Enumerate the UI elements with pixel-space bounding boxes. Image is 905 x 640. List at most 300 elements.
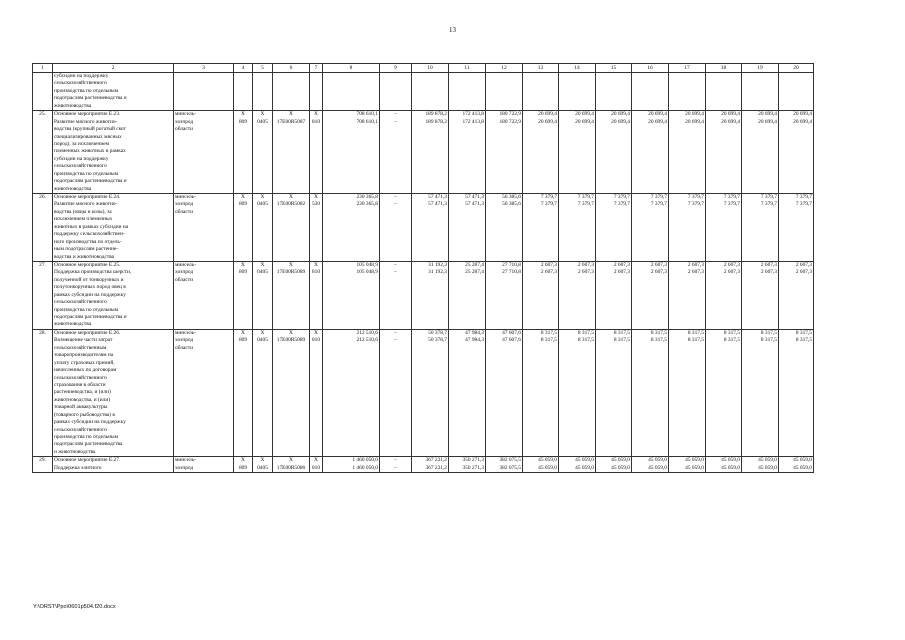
target-article-code: [273, 194, 310, 262]
year-amount: [596, 261, 632, 329]
section-code-line1: X: [260, 111, 265, 118]
ministry-code-line1: X: [241, 329, 245, 336]
federal-amount-line2: –: [394, 464, 397, 471]
year-amount-line2: 2 607,3: [613, 269, 630, 276]
year-amount: [669, 194, 706, 262]
column-number: 10: [412, 64, 449, 73]
text-line: Основное мероприятие Е.26.: [54, 329, 121, 336]
empty-cell: [449, 73, 486, 111]
year-amount-line2: 7 379,7: [687, 201, 704, 208]
year-amount-line2: 8 317,5: [687, 337, 704, 344]
section-code: [253, 329, 273, 456]
row-number: 28.: [33, 329, 53, 456]
year-amount: [449, 457, 486, 473]
empty-cell: [706, 73, 742, 111]
text-line: Основное мероприятие Е.23.: [54, 111, 121, 118]
year-amount-line1: 7 379,7: [577, 194, 594, 200]
column-number: 1: [33, 64, 53, 73]
year-amount-line1: 7 379,7: [795, 194, 812, 200]
federal-amount-line2: –: [394, 269, 397, 276]
federal-amount-line1: –: [394, 111, 397, 118]
year-amount: [669, 111, 706, 194]
total-amount-line2: 708 610,1: [356, 118, 378, 125]
section-code-line1: X: [260, 261, 265, 268]
year-amount: [486, 329, 523, 456]
target-article-code: [273, 457, 310, 473]
ministry-code-line2: 809: [238, 337, 248, 344]
target-article-code-line1: X: [289, 194, 293, 200]
year-amount-line2: 180 722,9: [499, 118, 521, 125]
text-line: Основное мероприятие Е.27.: [54, 457, 121, 464]
year-amount-line2: 2 607,3: [723, 269, 740, 276]
text-line: производства по отдельным: [54, 306, 119, 313]
column-number: 15: [596, 64, 632, 73]
ministry-code: [234, 329, 253, 456]
table-row: [33, 111, 814, 194]
text-line: рамках субсидии на поддержку: [54, 291, 126, 298]
year-amount: [779, 261, 814, 329]
year-amount-line1: 2 607,3: [540, 261, 557, 268]
year-amount: [706, 457, 742, 473]
year-amount-line2: 31 192,3: [428, 269, 447, 276]
page-number: 13: [449, 26, 456, 34]
year-amount: [706, 194, 742, 262]
ministry-code-line1: X: [241, 111, 245, 118]
text-line: (товарного рыбоводства) в: [54, 411, 115, 418]
column-number: 11: [449, 64, 486, 73]
year-amount-line1: 57 471,3: [465, 194, 484, 200]
year-amount: [669, 329, 706, 456]
year-amount-line2: 2 607,3: [687, 269, 704, 276]
text-line: сельскохозяйственного: [54, 80, 107, 87]
year-amount-line1: 8 317,5: [723, 329, 740, 336]
year-amount-line2: 8 317,5: [723, 337, 740, 344]
year-amount: [486, 111, 523, 194]
year-amount-line1: 7 379,7: [723, 194, 740, 200]
section-code: [253, 111, 273, 194]
expense-type-code-line2: 530: [311, 201, 321, 208]
column-number: 16: [632, 64, 669, 73]
target-article-code-line2: 17Е00R5082: [276, 201, 306, 208]
year-amount-line1: 2 607,3: [795, 261, 812, 268]
text-line: животноводства: [54, 321, 92, 328]
table-row: [33, 261, 814, 329]
total-amount-line2: 212 510,6: [356, 337, 378, 344]
empty-cell: [174, 73, 234, 111]
empty-cell: [486, 73, 523, 111]
table-row: [33, 194, 814, 262]
year-amount-line2: 57 471,3: [428, 201, 447, 208]
federal-amount-line2: –: [394, 118, 397, 125]
total-amount-line1: 105 048,9: [356, 261, 378, 268]
year-amount: [523, 457, 559, 473]
column-number: 7: [310, 64, 323, 73]
year-amount: [412, 457, 449, 473]
year-amount-line2: 8 317,5: [540, 337, 557, 344]
ministry-code-line2: 809: [238, 118, 248, 125]
executor: [174, 329, 234, 456]
federal-amount: [380, 194, 412, 262]
year-amount-line2: 45 059,0: [575, 464, 594, 471]
federal-amount: [380, 261, 412, 329]
executor: [174, 261, 234, 329]
target-article-code-line1: X: [289, 329, 293, 336]
expense-type-code-line2: 810: [311, 464, 321, 471]
text-line: животноводства, и (или): [54, 396, 111, 403]
total-amount-line1: 212 510,6: [356, 329, 378, 336]
section-code-line2: 0405: [257, 269, 268, 276]
text-line: Основное мероприятие Е.25.: [54, 261, 121, 268]
year-amount-line1: 180 722,9: [499, 111, 521, 118]
total-amount: [323, 261, 380, 329]
year-amount-line1: 2 607,3: [760, 261, 777, 268]
year-amount-line1: 56 385,6: [502, 194, 521, 200]
activity-name: [53, 457, 174, 473]
target-article-code-line1: X: [289, 261, 293, 268]
target-article-code-line2: 17Е00R5089: [276, 269, 306, 276]
activity-name: [53, 194, 174, 262]
year-amount-line2: 8 317,5: [613, 337, 630, 344]
year-amount-line1: 7 379,7: [613, 194, 630, 200]
text-line: товаропроизводителям на: [54, 352, 114, 359]
ministry-code-line1: X: [241, 457, 245, 464]
text-line: области: [175, 344, 194, 351]
expense-type-code: [310, 457, 323, 473]
federal-amount: [380, 329, 412, 456]
total-amount-line2: 1 460 050,0: [352, 464, 378, 471]
year-amount-line2: 7 379,7: [577, 201, 594, 208]
year-amount: [559, 261, 596, 329]
year-amount: [742, 111, 779, 194]
text-line: водства (овцы и козы), за: [54, 208, 112, 215]
text-line: минсель-: [175, 111, 196, 118]
table-row: [33, 329, 814, 456]
expense-type-code: [310, 194, 323, 262]
text-line: области: [175, 276, 194, 283]
empty-cell: [234, 73, 253, 111]
text-line: Возмещение части затрат: [54, 337, 113, 344]
year-amount: [559, 457, 596, 473]
text-line: полутонкорунных пород овец в: [54, 284, 126, 291]
year-amount-line2: 20 699,4: [685, 118, 704, 125]
column-number: 12: [486, 64, 523, 73]
year-amount: [412, 194, 449, 262]
year-amount-line1: 7 379,7: [687, 194, 704, 200]
year-amount-line1: 8 317,5: [687, 329, 704, 336]
column-number: 13: [523, 64, 559, 73]
year-amount-line1: 172 413,8: [462, 111, 484, 118]
section-code-line2: 0405: [257, 201, 268, 208]
file-path-footer: Y:\ORST\Ppo\0601p504.f20.docx: [33, 604, 116, 610]
total-amount: [323, 194, 380, 262]
year-amount-line1: 20 699,4: [575, 111, 594, 118]
federal-amount-line1: –: [394, 261, 397, 268]
year-amount-line1: 27 710,8: [502, 261, 521, 268]
text-line: области: [175, 208, 194, 215]
activity-name: [53, 111, 174, 194]
section-code-line1: X: [260, 194, 265, 200]
year-amount: [596, 111, 632, 194]
empty-cell: [380, 73, 412, 111]
section-code: [253, 194, 273, 262]
row-number: 29.: [33, 457, 53, 473]
year-amount-line2: 8 317,5: [577, 337, 594, 344]
year-amount-line1: 8 317,5: [760, 329, 777, 336]
section-code: [253, 457, 273, 473]
text-line: уплату страховых премий,: [54, 359, 115, 366]
year-amount-line1: 45 059,0: [721, 457, 740, 464]
text-line: начисленных по договорам: [54, 367, 117, 374]
year-amount-line1: 31 192,3: [428, 261, 447, 268]
text-line: минсель-: [175, 194, 196, 200]
year-amount-line1: 45 059,0: [758, 457, 777, 464]
year-amount-line1: 350 271,3: [462, 457, 484, 464]
year-amount-line1: 2 607,3: [687, 261, 704, 268]
column-number: 4: [234, 64, 253, 73]
year-amount: [559, 111, 596, 194]
expense-type-code-line1: X: [314, 194, 318, 200]
ministry-code-line1: X: [241, 194, 245, 200]
year-amount-line1: 367 231,2: [425, 457, 447, 464]
section-code-line2: 0405: [257, 337, 268, 344]
text-line: подотраслям растениеводства и: [54, 178, 127, 185]
ministry-code: [234, 194, 253, 262]
year-amount-line2: 45 059,0: [648, 464, 667, 471]
text-line: минсель-: [175, 457, 196, 464]
expense-type-code-line1: X: [314, 457, 318, 464]
text-line: животных в рамках субсидии на: [54, 223, 129, 230]
year-amount-line1: 20 699,4: [538, 111, 557, 118]
target-article-code-line2: 17Е00R5089: [276, 337, 306, 344]
text-line: водства (крупный рогатый скот: [54, 126, 126, 133]
text-line: полученной от тонкорунных и: [54, 276, 124, 283]
text-line: специализированных мясных: [54, 133, 122, 140]
year-amount-line2: 7 379,7: [540, 201, 557, 208]
year-amount: [486, 457, 523, 473]
year-amount-line1: 45 059,0: [611, 457, 630, 464]
year-amount-line1: 20 699,4: [685, 111, 704, 118]
year-amount-line2: 20 699,4: [648, 118, 667, 125]
column-number: 3: [174, 64, 234, 73]
year-amount-line2: 8 317,5: [650, 337, 667, 344]
expense-type-code: [310, 261, 323, 329]
executor: [174, 457, 234, 473]
year-amount: [669, 457, 706, 473]
year-amount: [632, 457, 669, 473]
text-line: рамках субсидии на поддержку: [54, 419, 126, 426]
year-amount-line2: 20 699,4: [575, 118, 594, 125]
text-line: ного производства по отдель-: [54, 238, 122, 245]
text-line: хозпрод: [175, 201, 194, 208]
total-amount-line1: 708 610,1: [356, 111, 378, 118]
year-amount-line2: 45 059,0: [793, 464, 812, 471]
year-amount-line2: 20 699,4: [793, 118, 812, 125]
text-line: подотраслям растениеводства и: [54, 95, 127, 102]
column-number: 5: [253, 64, 273, 73]
row-number: 26.: [33, 194, 53, 262]
empty-cell: [669, 73, 706, 111]
year-amount: [632, 261, 669, 329]
text-line: племенных животных в рамках: [54, 148, 126, 155]
federal-amount-line1: –: [394, 194, 397, 200]
text-line: и животноводства: [54, 448, 96, 455]
ministry-code-line2: 809: [238, 201, 248, 208]
empty-cell: [310, 73, 323, 111]
year-amount-line1: 8 317,5: [613, 329, 630, 336]
year-amount: [449, 111, 486, 194]
year-amount-line2: 20 699,4: [538, 118, 557, 125]
year-amount-line2: 57 471,3: [465, 201, 484, 208]
year-amount: [779, 457, 814, 473]
year-amount-line2: 45 059,0: [538, 464, 557, 471]
table-row: [33, 457, 814, 473]
year-amount-line2: 2 607,3: [795, 269, 812, 276]
column-number: 17: [669, 64, 706, 73]
year-amount: [486, 261, 523, 329]
year-amount-line1: 45 059,0: [648, 457, 667, 464]
ministry-code-line2: 809: [238, 464, 248, 471]
year-amount-line1: 25 287,4: [465, 261, 484, 268]
total-amount-line2: 105 048,9: [356, 269, 378, 276]
total-amount-line2: 230 365,8: [356, 201, 378, 208]
expense-type-code: [310, 329, 323, 456]
year-amount-line1: 7 379,7: [760, 194, 777, 200]
ministry-code: [234, 111, 253, 194]
year-amount: [523, 111, 559, 194]
year-amount-line2: 7 379,7: [795, 201, 812, 208]
column-number: 18: [706, 64, 742, 73]
text-line: животноводства: [54, 185, 92, 192]
section-code-line1: X: [260, 329, 265, 336]
year-amount-line1: 20 699,4: [721, 111, 740, 118]
year-amount: [706, 261, 742, 329]
year-amount-line1: 382 075,5: [499, 457, 521, 464]
year-amount: [412, 261, 449, 329]
target-article-code: [273, 111, 310, 194]
year-amount-line2: 20 699,4: [721, 118, 740, 125]
year-amount: [486, 194, 523, 262]
year-amount-line2: 8 317,5: [795, 337, 812, 344]
federal-amount-line1: –: [394, 329, 397, 336]
year-amount: [523, 329, 559, 456]
year-amount: [523, 261, 559, 329]
text-line: страхования в области: [54, 381, 106, 388]
text-line: производства по отдельным: [54, 87, 119, 94]
text-line: Развитие мясного животно-: [54, 201, 118, 208]
year-amount-line1: 189 878,2: [425, 111, 447, 118]
text-line: подотраслям растениеводства и: [54, 314, 127, 320]
text-line: Развитие мясного животно-: [54, 118, 118, 125]
text-line: хозпрод: [175, 464, 194, 471]
executor: [174, 194, 234, 262]
text-line: хозпрод: [175, 118, 194, 125]
column-number: 14: [559, 64, 596, 73]
expense-type-code-line1: X: [314, 111, 318, 118]
year-amount-line1: 7 379,7: [650, 194, 667, 200]
expense-type-code-line2: 810: [311, 269, 321, 276]
empty-cell: [596, 73, 632, 111]
text-line: сельскохозяйственного: [54, 163, 107, 170]
year-amount-line1: 20 699,4: [648, 111, 667, 118]
year-amount-line2: 189 878,2: [425, 118, 447, 125]
empty-cell: [559, 73, 596, 111]
year-amount-line2: 27 710,8: [502, 269, 521, 276]
year-amount-line2: 7 379,7: [760, 201, 777, 208]
executor: [174, 111, 234, 194]
year-amount-line2: 45 059,0: [721, 464, 740, 471]
year-amount: [559, 329, 596, 456]
federal-amount: [380, 457, 412, 473]
year-amount: [742, 261, 779, 329]
target-article-code-line2: 17Е00R5086: [276, 464, 306, 471]
text-line: Поддержка производства шерсти,: [54, 269, 132, 276]
row-number: 25.: [33, 111, 53, 194]
section-code-line2: 0405: [257, 118, 268, 125]
year-amount-line1: 47 984,3: [465, 329, 484, 336]
row-number: [33, 73, 53, 111]
column-number: 20: [779, 64, 814, 73]
year-amount-line2: 45 059,0: [758, 464, 777, 471]
activity-name: [53, 73, 174, 111]
empty-cell: [523, 73, 559, 111]
year-amount: [412, 111, 449, 194]
column-number: 9: [380, 64, 412, 73]
federal-amount: [380, 111, 412, 194]
year-amount-line2: 50 378,7: [428, 337, 447, 344]
year-amount-line2: 45 059,0: [611, 464, 630, 471]
year-amount-line2: 20 699,4: [758, 118, 777, 125]
text-line: сельскохозяйственного: [54, 426, 107, 433]
column-number: 8: [323, 64, 380, 73]
year-amount: [742, 194, 779, 262]
text-line: хозпрод: [175, 337, 194, 344]
text-line: исключением племенных: [54, 216, 113, 223]
federal-amount-line2: –: [394, 201, 397, 208]
text-line: сельскохозяйственного: [54, 299, 107, 306]
year-amount: [779, 111, 814, 194]
year-amount: [559, 194, 596, 262]
text-line: минсель-: [175, 329, 196, 336]
empty-cell: [742, 73, 779, 111]
text-line: ным подотраслям растение-: [54, 246, 119, 253]
year-amount: [449, 261, 486, 329]
text-line: хозпрод: [175, 269, 194, 276]
year-amount-line1: 20 699,4: [758, 111, 777, 118]
empty-cell: [323, 73, 380, 111]
year-amount-line1: 57 471,3: [428, 194, 447, 200]
year-amount: [706, 111, 742, 194]
empty-cell: [779, 73, 814, 111]
year-amount: [412, 329, 449, 456]
year-amount-line2: 7 379,7: [723, 201, 740, 208]
target-article-code-line1: X: [289, 111, 293, 118]
year-amount-line1: 8 317,5: [650, 329, 667, 336]
year-amount: [669, 261, 706, 329]
year-amount: [596, 457, 632, 473]
empty-cell: [412, 73, 449, 111]
year-amount: [779, 329, 814, 456]
expense-type-code: [310, 111, 323, 194]
continuation-row: [33, 73, 814, 111]
text-line: товарной аквакультуры: [54, 404, 108, 411]
year-amount-line2: 20 699,4: [611, 118, 630, 125]
year-amount: [449, 194, 486, 262]
empty-cell: [273, 73, 310, 111]
empty-cell: [632, 73, 669, 111]
year-amount-line2: 47 607,6: [502, 337, 521, 344]
year-amount-line1: 8 317,5: [577, 329, 594, 336]
year-amount: [706, 329, 742, 456]
